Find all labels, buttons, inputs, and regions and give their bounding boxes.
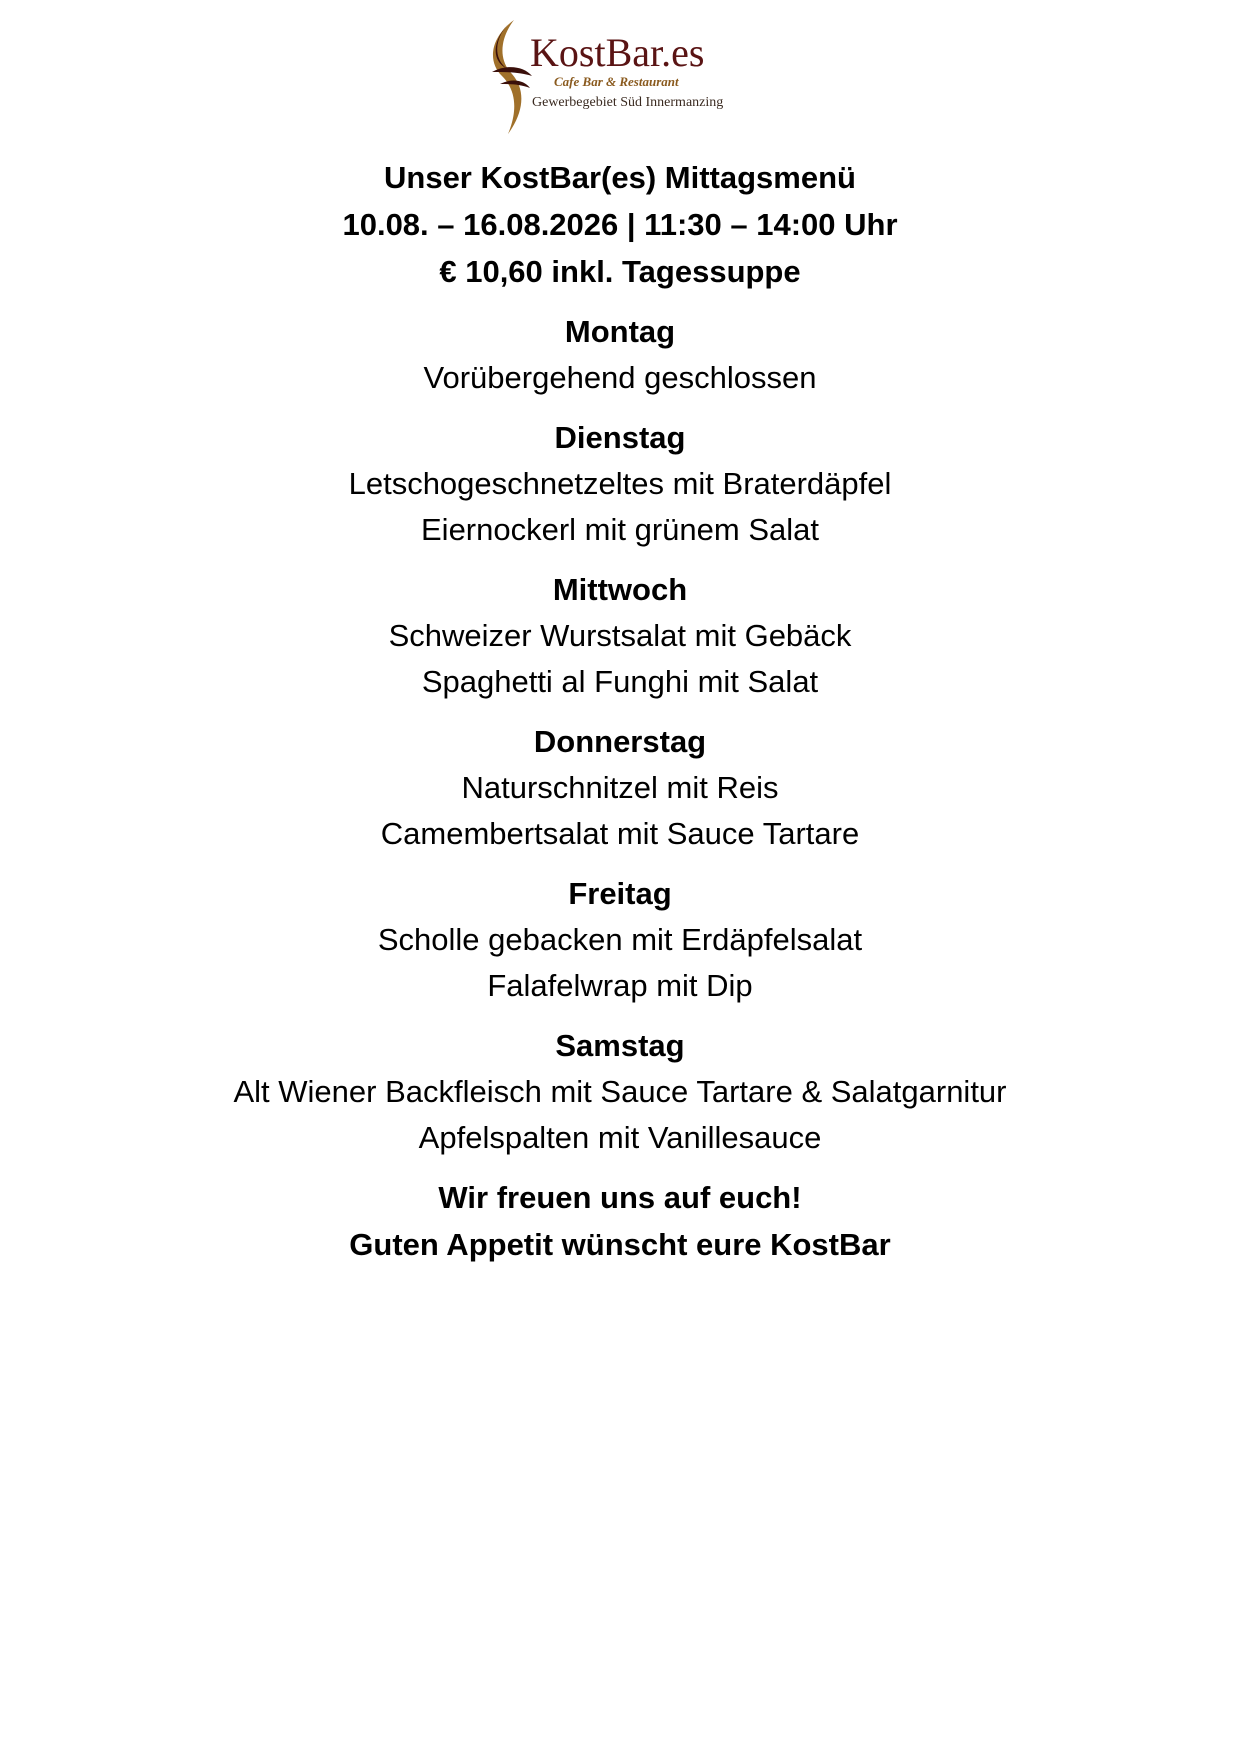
kostbar-logo [472,14,768,140]
dish-item: Naturschnitzel mit Reis [461,770,779,805]
day-block-samstag [0,1022,1240,1161]
closing-block [0,1174,1240,1268]
day-title: Mittwoch [552,572,688,607]
dish-item: Vorübergehend geschlossen [423,360,817,395]
dish-item: Falafelwrap mit Dip [487,968,753,1003]
dish-item: Spaghetti al Funghi mit Salat [421,664,819,699]
day-block-dienstag [0,414,1240,553]
dish-item: Scholle gebacken mit Erdäpfelsalat [377,922,863,957]
logo-tagline: Cafe Bar & Restaurant [554,74,679,89]
dish-item: Letschogeschnetzeltes mit Braterdäpfel [348,466,892,501]
dish-item: Camembertsalat mit Sauce Tartare [380,816,860,851]
dish-item: Alt Wiener Backfleisch mit Sauce Tartare & Salatgarnitur [233,1074,1007,1109]
day-title: Freitag [568,876,672,911]
day-block-donnerstag [0,718,1240,857]
menu-price: € 10,60 inkl. Tagessuppe [439,254,801,289]
day-title: Dienstag [554,420,686,455]
day-block-freitag [0,870,1240,1009]
swirl-icon [493,20,521,134]
menu-content [0,154,1240,1268]
day-title: Donnerstag [533,724,707,759]
day-title: Samstag [555,1028,685,1063]
logo-brand: KostBar.es [530,30,705,75]
logo-graphic [472,14,768,140]
menu-period: 10.08. – 16.08.2026 | 11:30 – 14:00 Uhr [342,207,898,242]
dish-item: Eiernockerl mit grünem Salat [421,512,819,547]
day-block-mittwoch [0,566,1240,705]
dish-item: Schweizer Wurstsalat mit Gebäck [388,618,852,653]
day-block-montag [0,308,1240,401]
closing-signature: Guten Appetit wünscht eure KostBar [349,1227,891,1262]
closing-greeting: Wir freuen uns auf euch! [438,1180,802,1215]
day-title: Montag [564,314,676,349]
logo-location: Gewerbegebiet Süd Innermanzing [532,95,724,110]
menu-title: Unser KostBar(es) Mittagsmenü [384,160,856,195]
dish-item: Apfelspalten mit Vanillesauce [418,1120,822,1155]
